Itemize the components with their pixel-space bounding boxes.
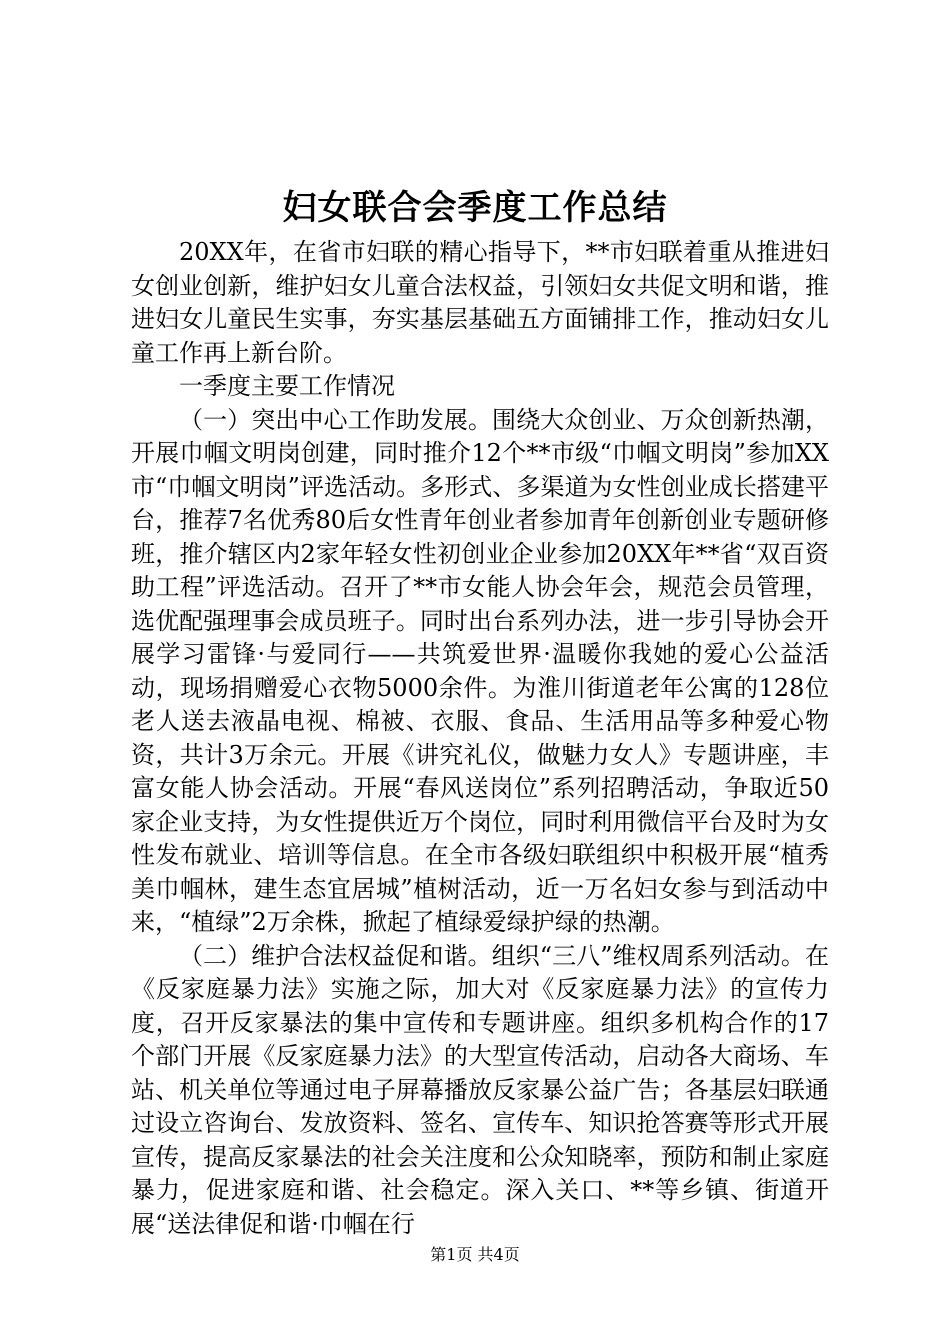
paragraph-section-one: （一）突出中心工作助发展。围绕大众创业、万众创新热潮，开展巾帼文明岗创建，同时推介12个**市级“巾帼文明岗”参加XX市“巾帼文明岗”评选活动。多形式、多渠道为女性创业成长搭建平台，推荐7名优秀80后女性青年创业者参加青年创新创业专题研修班，推介辖区内2家年轻女性初创业企业参加20XX年**省“双百资助工程”评选活动。召开了**市女能人协会年会，规范会员管理，选优配强理事会成员班子。同时出台系列办法，进一步引导协会开展学习雷锋·与爱同行——共筑爱世界·温暖你我她的爱心公益活动，现场捐赠爱心衣物5000余件。为淮川街道老年公寓的128位老人送去液晶电视、棉被、衣服、食品、生活用品等多种爱心物资，共计3万余元。开展《讲究礼仪，做魅力女人》专题讲座，丰富女能人协会活动。开展“春风送岗位”系列招聘活动，争取近50家企业支持，为女性提供近万个岗位，同时利用微信平台及时为女性发布就业、培训等信息。在全市各级妇联组织中积极开展“植秀美巾帼林，建生态宜居城”植树活动，近一万名妇女参与到活动中来，“植绿”2万余株，掀起了植绿爱绿护绿的热潮。 xyxy=(131,405,829,936)
document-title: 妇女联合会季度工作总结 xyxy=(282,188,668,228)
paragraph-section-two: （二）维护合法权益促和谐。组织“三八”维权周系列活动。在《反家庭暴力法》实施之际，加大对《反家庭暴力法》的宣传力度，召开反家暴法的集中宣传和专题讲座。组织多机构合作的17个部门开展《反家庭暴力法》的大型宣传活动，启动各大商场、车站、机关单位等通过电子屏幕播放反家暴公益广告；各基层妇联通过设立咨询台、发放资料、签名、宣传车、知识抢答赛等形式开展宣传，提高反家暴法的社会关注度和公众知晓率，预防和制止家庭暴力，促进家庭和谐、社会稳定。深入关口、**等乡镇、街道开展“送法律促和谐·巾帼在行 xyxy=(131,941,829,1238)
paragraph-intro: 20XX年，在省市妇联的精心指导下，**市妇联着重从推进妇女创业创新，维护妇女儿童合法权益，引领妇女共促文明和谐，推进妇女儿童民生实事，夯实基层基础五方面铺排工作，推动妇女儿童工作再上新台阶。 xyxy=(131,238,829,367)
page-number-footer: 第1页 共4页 xyxy=(430,1245,520,1264)
document-body xyxy=(131,236,829,1241)
paragraph-section-heading: 一季度主要工作情况 xyxy=(179,372,395,400)
